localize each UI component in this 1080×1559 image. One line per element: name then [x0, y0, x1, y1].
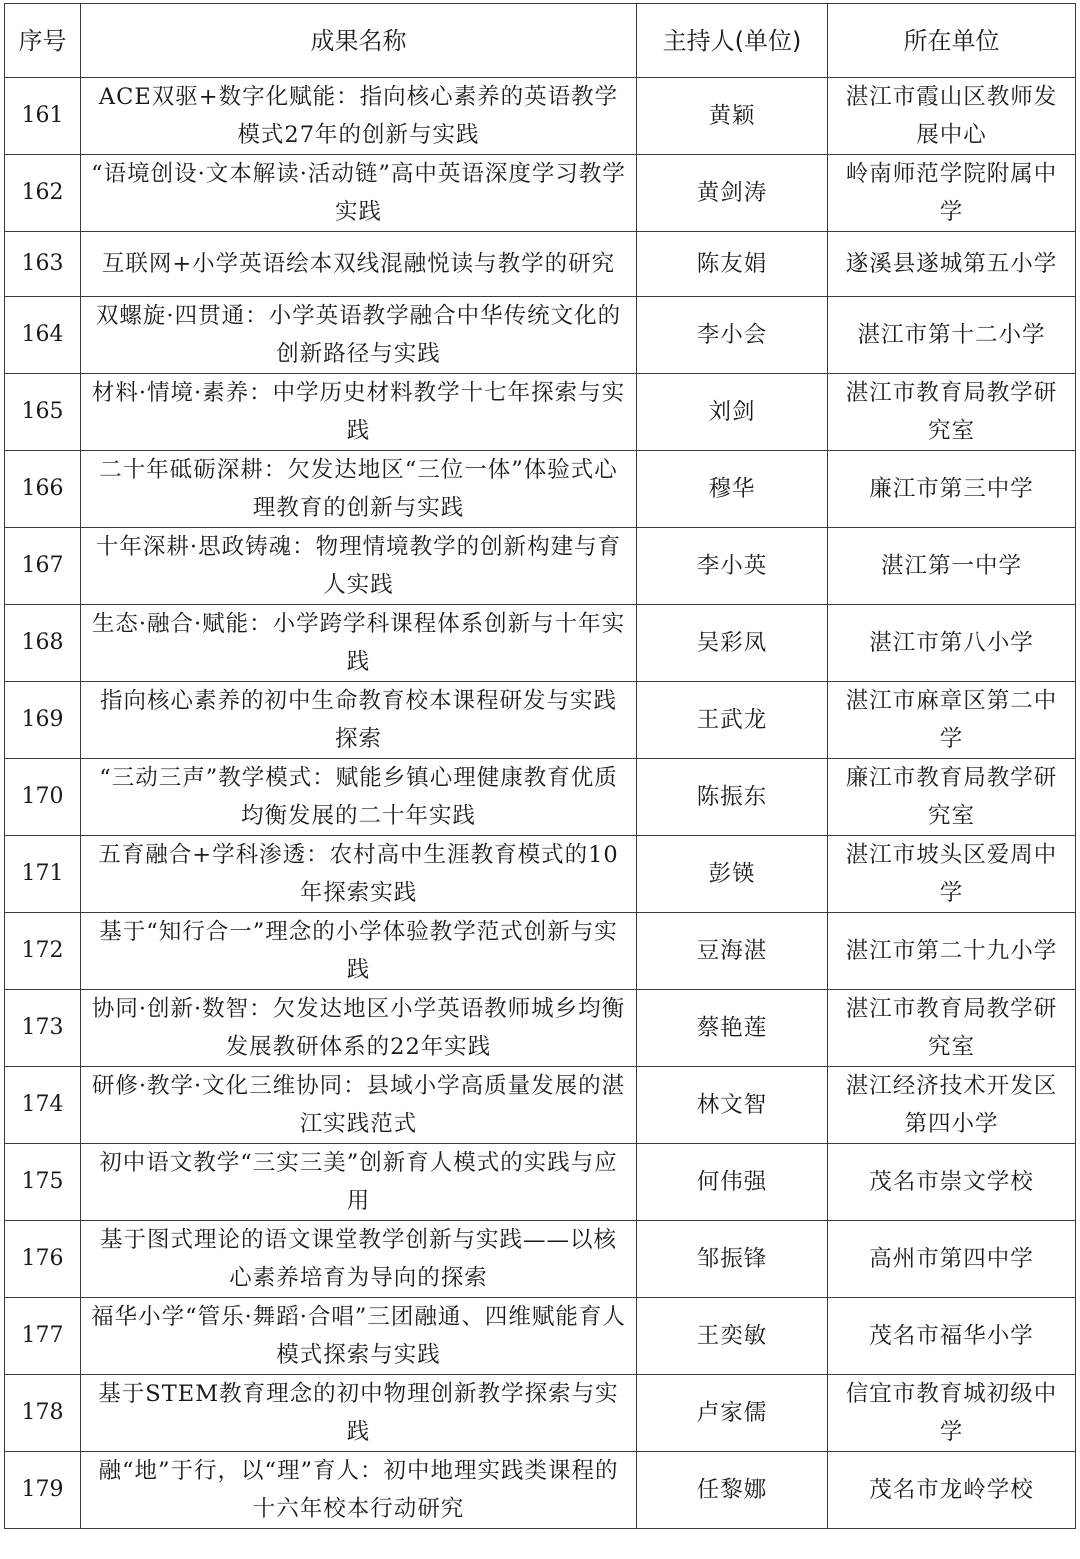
row-num: 178 — [5, 1375, 81, 1452]
row-title: 双螺旋·四贯通：小学英语教学融合中华传统文化的创新路径与实践 — [81, 297, 637, 374]
row-unit: 湛江市霞山区教师发展中心 — [828, 78, 1076, 155]
row-host: 邹振锋 — [637, 1221, 828, 1298]
table-row — [5, 836, 1076, 913]
table-row — [5, 759, 1076, 836]
row-host: 王武龙 — [637, 682, 828, 759]
row-title: ACE双驱+数字化赋能：指向核心素养的英语教学模式27年的创新与实践 — [81, 78, 637, 155]
row-unit: 湛江市教育局教学研究室 — [828, 990, 1076, 1067]
row-host: 王奕敏 — [637, 1298, 828, 1375]
row-host: 何伟强 — [637, 1144, 828, 1221]
row-title: 协同·创新·数智：欠发达地区小学英语教师城乡均衡发展教研体系的22年实践 — [81, 990, 637, 1067]
table-row — [5, 1067, 1076, 1144]
header-unit: 所在单位 — [828, 4, 1076, 78]
row-host: 黄颖 — [637, 78, 828, 155]
row-title: 融“地”于行，以“理”育人：初中地理实践类课程的十六年校本行动研究 — [81, 1452, 637, 1529]
row-host: 刘剑 — [637, 374, 828, 451]
row-num: 177 — [5, 1298, 81, 1375]
row-title: 指向核心素养的初中生命教育校本课程研发与实践探索 — [81, 682, 637, 759]
row-unit: 湛江市教育局教学研究室 — [828, 374, 1076, 451]
row-num: 167 — [5, 528, 81, 605]
row-host: 彭锳 — [637, 836, 828, 913]
table-row — [5, 1298, 1076, 1375]
row-title: 生态·融合·赋能：小学跨学科课程体系创新与十年实践 — [81, 605, 637, 682]
row-unit: 湛江第一中学 — [828, 528, 1076, 605]
row-num: 166 — [5, 451, 81, 528]
row-num: 173 — [5, 990, 81, 1067]
table-row — [5, 528, 1076, 605]
row-title: 基于图式理论的语文课堂教学创新与实践——以核心素养培育为导向的探索 — [81, 1221, 637, 1298]
results-table — [4, 3, 1076, 1529]
row-unit: 湛江市麻章区第二中学 — [828, 682, 1076, 759]
row-unit: 廉江市第三中学 — [828, 451, 1076, 528]
row-title: 初中语文教学“三实三美”创新育人模式的实践与应用 — [81, 1144, 637, 1221]
table-row — [5, 913, 1076, 990]
row-host: 吴彩凤 — [637, 605, 828, 682]
table-row — [5, 682, 1076, 759]
row-unit: 湛江市第八小学 — [828, 605, 1076, 682]
row-unit: 遂溪县遂城第五小学 — [828, 232, 1076, 297]
row-num: 162 — [5, 155, 81, 232]
row-unit: 茂名市福华小学 — [828, 1298, 1076, 1375]
row-host: 陈振东 — [637, 759, 828, 836]
table-row — [5, 605, 1076, 682]
row-title: 五育融合+学科渗透：农村高中生涯教育模式的10年探索实践 — [81, 836, 637, 913]
row-host: 穆华 — [637, 451, 828, 528]
header-num: 序号 — [5, 4, 81, 78]
row-title: “语境创设·文本解读·活动链”高中英语深度学习教学实践 — [81, 155, 637, 232]
header-title: 成果名称 — [81, 4, 637, 78]
row-num: 169 — [5, 682, 81, 759]
table-row — [5, 155, 1076, 232]
row-num: 161 — [5, 78, 81, 155]
row-host: 李小会 — [637, 297, 828, 374]
row-unit: 茂名市崇文学校 — [828, 1144, 1076, 1221]
row-num: 172 — [5, 913, 81, 990]
header-row — [5, 4, 1076, 78]
row-unit: 茂名市龙岭学校 — [828, 1452, 1076, 1529]
row-unit: 信宜市教育城初级中学 — [828, 1375, 1076, 1452]
table-row — [5, 990, 1076, 1067]
row-unit: 湛江市坡头区爱周中学 — [828, 836, 1076, 913]
table-row — [5, 1375, 1076, 1452]
row-num: 176 — [5, 1221, 81, 1298]
row-title: 基于“知行合一”理念的小学体验教学范式创新与实践 — [81, 913, 637, 990]
row-title: 二十年砥砺深耕：欠发达地区“三位一体”体验式心理教育的创新与实践 — [81, 451, 637, 528]
row-host: 蔡艳莲 — [637, 990, 828, 1067]
row-num: 174 — [5, 1067, 81, 1144]
table-row — [5, 451, 1076, 528]
row-host: 卢家儒 — [637, 1375, 828, 1452]
row-host: 李小英 — [637, 528, 828, 605]
row-title: “三动三声”教学模式：赋能乡镇心理健康教育优质均衡发展的二十年实践 — [81, 759, 637, 836]
table-row — [5, 232, 1076, 297]
row-title: 互联网+小学英语绘本双线混融悦读与教学的研究 — [81, 232, 637, 297]
row-host: 陈友娟 — [637, 232, 828, 297]
row-unit: 湛江市第十二小学 — [828, 297, 1076, 374]
table-row — [5, 1144, 1076, 1221]
row-host: 任黎娜 — [637, 1452, 828, 1529]
table-row — [5, 297, 1076, 374]
row-num: 171 — [5, 836, 81, 913]
table-row — [5, 1452, 1076, 1529]
row-title: 材料·情境·素养：中学历史材料教学十七年探索与实践 — [81, 374, 637, 451]
row-num: 179 — [5, 1452, 81, 1529]
row-title: 十年深耕·思政铸魂：物理情境教学的创新构建与育人实践 — [81, 528, 637, 605]
row-num: 168 — [5, 605, 81, 682]
table-row — [5, 374, 1076, 451]
row-unit: 湛江市第二十九小学 — [828, 913, 1076, 990]
table-row — [5, 1221, 1076, 1298]
row-title: 福华小学“管乐·舞蹈·合唱”三团融通、四维赋能育人模式探索与实践 — [81, 1298, 637, 1375]
table-row — [5, 78, 1076, 155]
row-title: 基于STEM教育理念的初中物理创新教学探索与实践 — [81, 1375, 637, 1452]
row-title: 研修·教学·文化三维协同：县域小学高质量发展的湛江实践范式 — [81, 1067, 637, 1144]
row-num: 170 — [5, 759, 81, 836]
row-num: 164 — [5, 297, 81, 374]
row-num: 163 — [5, 232, 81, 297]
row-host: 黄剑涛 — [637, 155, 828, 232]
row-unit: 高州市第四中学 — [828, 1221, 1076, 1298]
row-host: 豆海湛 — [637, 913, 828, 990]
row-unit: 湛江经济技术开发区第四小学 — [828, 1067, 1076, 1144]
row-host: 林文智 — [637, 1067, 828, 1144]
row-num: 165 — [5, 374, 81, 451]
row-unit: 岭南师范学院附属中学 — [828, 155, 1076, 232]
row-unit: 廉江市教育局教学研究室 — [828, 759, 1076, 836]
header-host: 主持人(单位) — [637, 4, 828, 78]
row-num: 175 — [5, 1144, 81, 1221]
